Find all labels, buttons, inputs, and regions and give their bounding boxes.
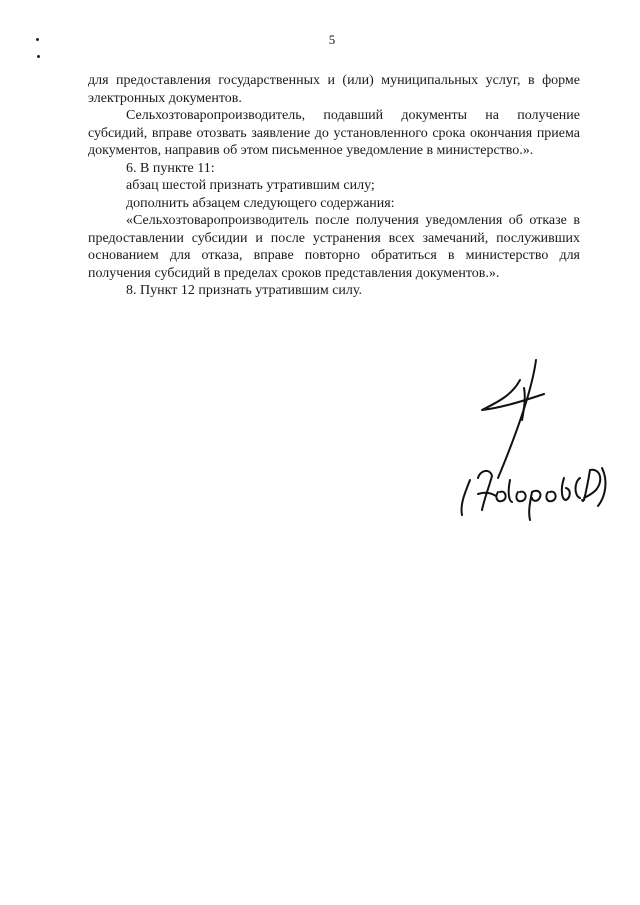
paragraph-withdrawal: Сельхозтоваропроизводитель, подавший документы на получение субсидий, вправе отозвать заявление до установленного срока окончания приема документов, направив об этом письменное уведомление в министерство.». [88, 108, 580, 158]
paragraph-supplement: дополнить абзацем следующего содержания: [126, 195, 395, 211]
signature-drawing [440, 350, 610, 540]
paragraph-item-6: 6. В пункте 11: [126, 160, 215, 176]
paragraph-abzac-6: абзац шестой признать утратившим силу; [126, 178, 375, 193]
document-body [88, 72, 580, 300]
paragraph-item-8: 8. Пункт 12 признать утратившим силу. [126, 283, 362, 298]
margin-dot-bottom [37, 55, 40, 58]
handwritten-signature [440, 350, 610, 540]
paragraph-quoted: «Сельхозтоваропроизводитель после получения уведомления об отказе в предоставлении субсидии и после устранения всех замечаний, послуживших основанием для отказа, вправе повторно обратиться в министерство для получения субсидий в пределах сроков представления документов.». [88, 213, 580, 281]
page-number: 5 [328, 32, 336, 47]
paragraph-continuation: для предоставления государственных и (или) муниципальных услуг, в форме электронных документов. [88, 73, 580, 106]
